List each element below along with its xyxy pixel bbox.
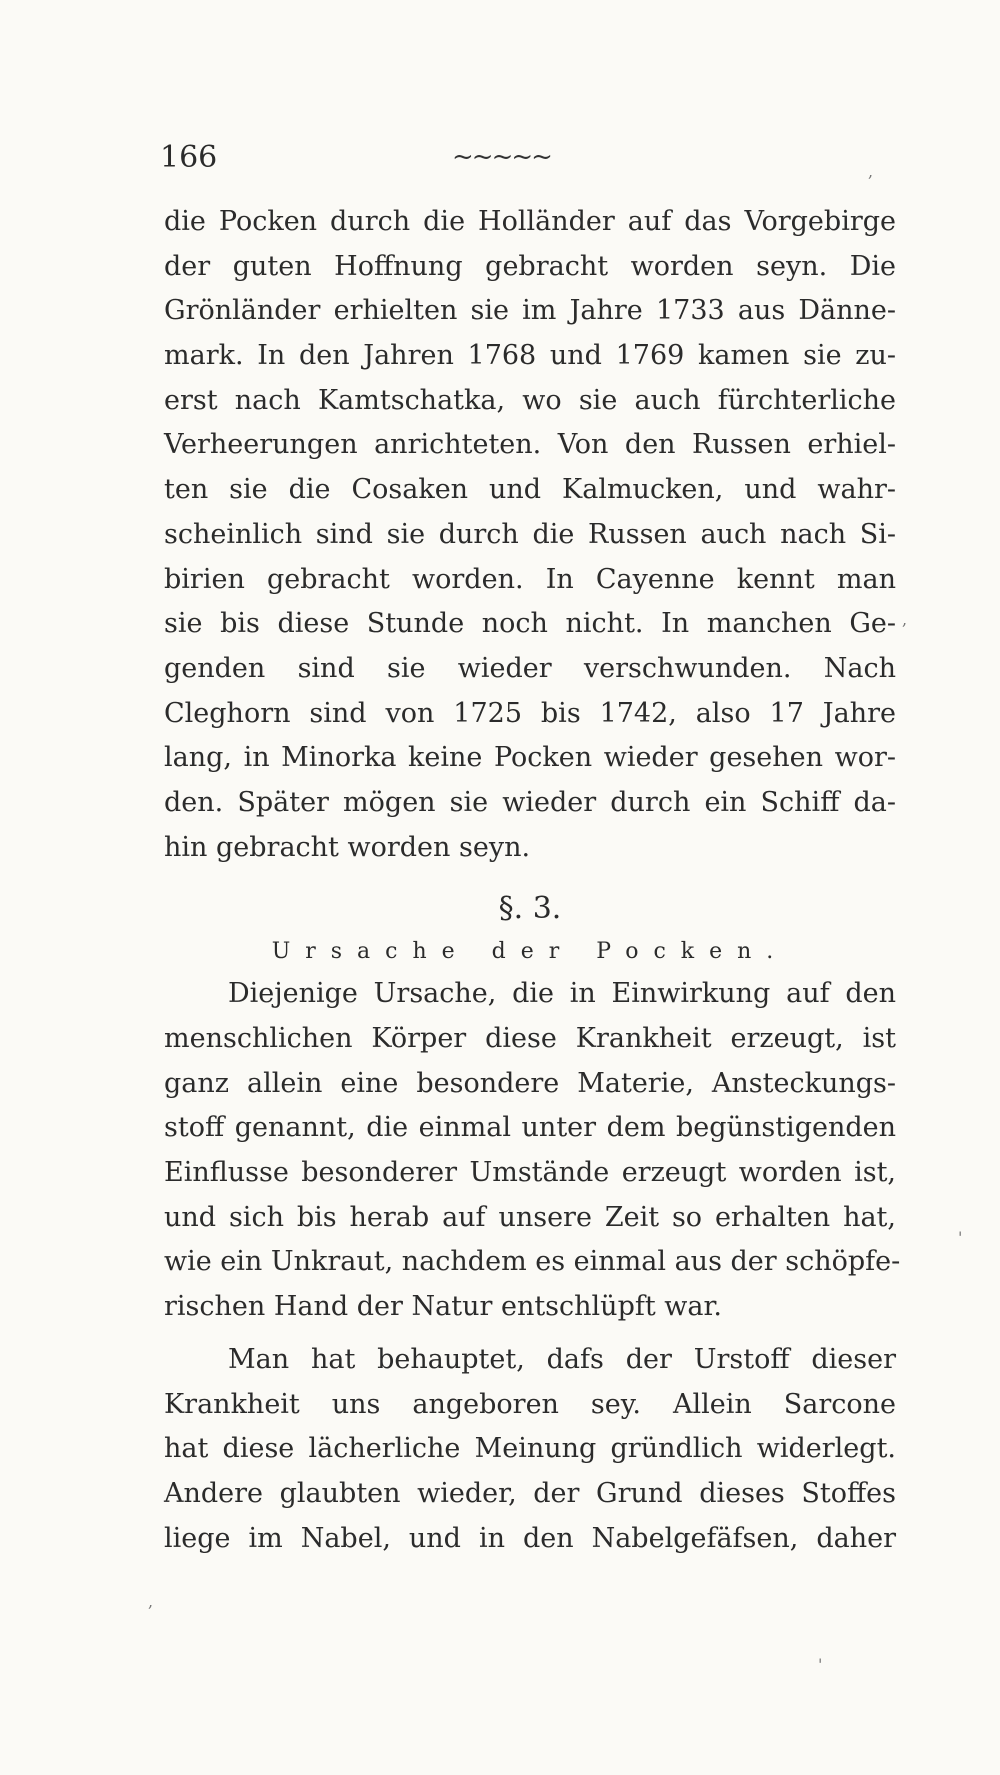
text-line: hat diese lächerliche Meinung gründlich widerlegt. bbox=[164, 1433, 896, 1465]
text-line: ten sie die Cosaken und Kalmucken, und wahr- bbox=[164, 474, 896, 506]
text-line: Krankheit uns angeboren sey. Allein Sarcone bbox=[164, 1388, 896, 1420]
text-line: wie ein Unkraut, nachdem es einmal aus der schöpfe- bbox=[164, 1246, 901, 1278]
text-line: der guten Hoffnung gebracht worden seyn. Die bbox=[164, 250, 896, 282]
header-ornament: ~~~~~ bbox=[452, 142, 551, 172]
text-line: lang, in Minorka keine Pocken wieder gesehen wor- bbox=[164, 742, 896, 774]
text-line: Cleghorn sind von 1725 bis 1742, also 17 Jahre bbox=[164, 697, 896, 729]
text-line: die Pocken durch die Holländer auf das Vorgebirge bbox=[164, 206, 896, 237]
text-line: Diejenige Ursache, die in Einwirkung auf den bbox=[228, 978, 896, 1010]
print-speck: , bbox=[148, 1592, 154, 1611]
paragraph-1 bbox=[164, 200, 896, 870]
text-line: Grönländer erhielten sie im Jahre 1733 aus Dänne- bbox=[164, 295, 896, 327]
print-speck: , bbox=[902, 610, 908, 629]
text-line: sie bis diese Stunde noch nicht. In manchen Ge- bbox=[164, 608, 896, 640]
text-line: liege im Nabel, und in den Nabelgefäfsen, daher bbox=[164, 1522, 896, 1554]
section-title: Ursache der Pocken. bbox=[271, 939, 789, 965]
section-number: §. 3. bbox=[498, 891, 562, 927]
page-number: 166 bbox=[160, 140, 218, 175]
print-speck: ' bbox=[818, 1655, 823, 1674]
text-line: Einflusse besonderer Umstände erzeugt worden ist, bbox=[164, 1157, 896, 1189]
text-line: und sich bis herab auf unsere Zeit so erhalten hat, bbox=[164, 1201, 896, 1233]
page-header bbox=[160, 140, 890, 180]
paragraph-3 bbox=[164, 1338, 896, 1561]
text-line: stoff genannt, die einmal unter dem begünstigenden bbox=[164, 1112, 896, 1144]
text-line: genden sind sie wieder verschwunden. Nach bbox=[164, 652, 896, 684]
print-speck: , bbox=[868, 162, 874, 181]
text-line: Andere glaubten wieder, der Grund dieses Stoffes bbox=[164, 1477, 896, 1509]
body-text bbox=[164, 200, 901, 1561]
print-speck: ' bbox=[958, 1228, 963, 1247]
text-line: Verheerungen anrichteten. Von den Russen erhiel- bbox=[164, 429, 896, 461]
text-line: menschlichen Körper diese Krankheit erzeugt, ist bbox=[164, 1023, 896, 1054]
text-line: ganz allein eine besondere Materie, Ansteckungs- bbox=[164, 1067, 896, 1099]
paragraph-2 bbox=[164, 972, 901, 1330]
text-line: den. Später mögen sie wieder durch ein Schiff da- bbox=[164, 786, 896, 818]
text-line: erst nach Kamtschatka, wo sie auch fürchterliche bbox=[164, 384, 896, 416]
text-line: Man hat behauptet, dafs der Urstoff dieser bbox=[228, 1343, 896, 1375]
text-line: rischen Hand der Natur entschlüpft war. bbox=[164, 1291, 723, 1323]
text-line: mark. In den Jahren 1768 und 1769 kamen sie zu- bbox=[164, 340, 896, 372]
text-line: hin gebracht worden seyn. bbox=[164, 831, 531, 863]
text-line: birien gebracht worden. In Cayenne kennt man bbox=[164, 563, 896, 595]
text-line: scheinlich sind sie durch die Russen auch nach Si- bbox=[164, 518, 896, 550]
paragraph-gap bbox=[164, 1330, 896, 1338]
